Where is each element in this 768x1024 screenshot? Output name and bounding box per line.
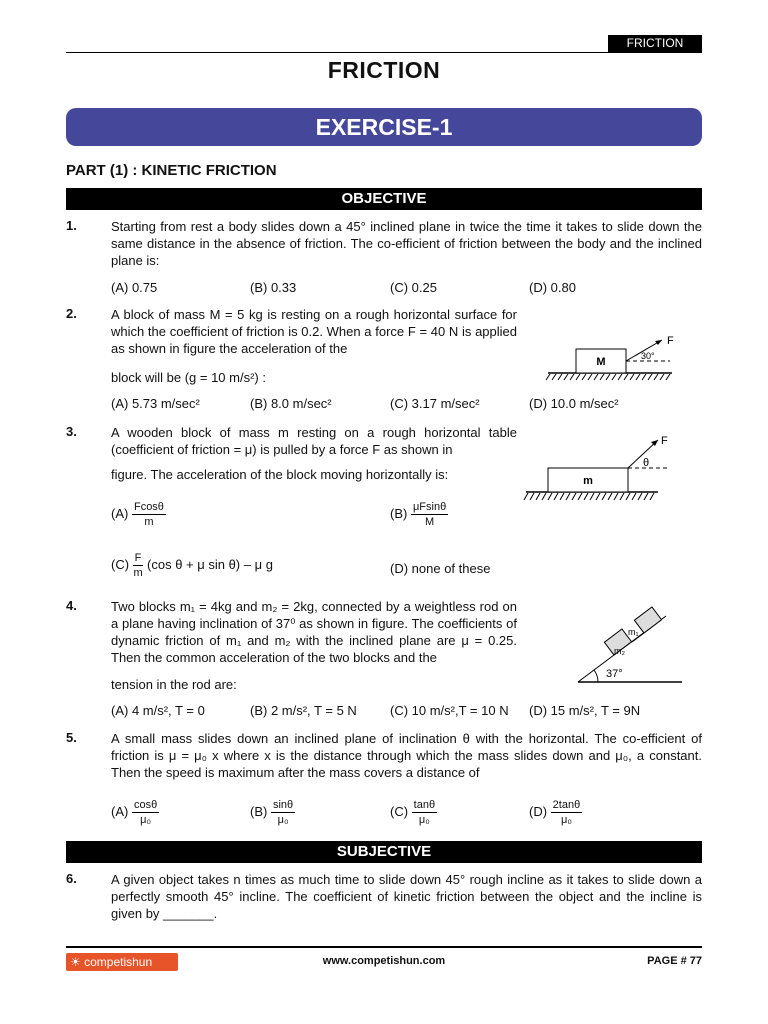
option-d: (D) 15 m/s², T = 9N bbox=[529, 703, 641, 718]
option-d: (D) 0.80 bbox=[529, 280, 576, 295]
fraction: $\frac{\sin\theta}{\text{μ₀}}$ bbox=[272, 799, 294, 826]
option-c: (C) 3.17 m/sec² bbox=[390, 396, 480, 411]
angle-label: θ bbox=[643, 457, 650, 469]
page-number: PAGE # 77 bbox=[647, 955, 702, 967]
block-label: m bbox=[583, 475, 593, 487]
option-a bbox=[111, 798, 159, 827]
option-d bbox=[529, 798, 582, 827]
option-d-label: (D) bbox=[529, 803, 548, 819]
question-text-cont: figure. The acceleration of the block moving horizontally is: bbox=[111, 467, 449, 482]
question-number: 4. bbox=[66, 598, 77, 613]
option-a-label: (A) bbox=[111, 803, 129, 819]
option-a: (A) 4 m/s², T = 0 bbox=[111, 703, 205, 718]
option-b: (B) 0.33 bbox=[250, 280, 297, 295]
option-c-label: (C) bbox=[111, 556, 130, 572]
question-text-cont: tension in the rod are: bbox=[111, 677, 237, 692]
mass1-label: m₁ bbox=[628, 627, 639, 637]
fraction: $\frac{\mu Fsin\theta}{M}$ bbox=[412, 501, 447, 528]
fraction: $\frac{Fcos\theta}{m}$ bbox=[133, 501, 164, 528]
part-heading: PART (1) : KINETIC FRICTION bbox=[66, 162, 277, 179]
option-b: (B) 8.0 m/sec² bbox=[250, 396, 332, 411]
question-number: 5. bbox=[66, 730, 77, 745]
question-number: 6. bbox=[66, 871, 77, 886]
question-text: Starting from rest a body slides down a 45° inclined plane in twice the time it takes to slide down the same distance in the absence of friction. The co-efficient of friction between the body and the inclined plane is: bbox=[111, 219, 702, 268]
force-label: F bbox=[661, 435, 668, 447]
page-title: FRICTION bbox=[327, 57, 441, 83]
option-b-label: (B) bbox=[250, 803, 268, 819]
block-label: M bbox=[596, 356, 606, 368]
mass2-label: m₂ bbox=[614, 646, 625, 656]
footer-website[interactable]: www.competishun.com bbox=[322, 955, 446, 967]
question-text: A block of mass M = 5 kg is resting on a rough horizontal surface for which the coefficient of friction is 0.2. When a force F = 40 N is applied as shown in figure the acceleration of the bbox=[111, 307, 517, 356]
block-angled-force-figure bbox=[518, 430, 673, 505]
option-b bbox=[390, 500, 448, 529]
angle-label: 30° bbox=[641, 351, 655, 361]
option-d: (D) none of these bbox=[390, 561, 491, 576]
option-a bbox=[111, 500, 166, 529]
fraction: $\frac{\cos\theta}{\text{μ₀}}$ bbox=[133, 799, 158, 826]
block-force-figure bbox=[540, 330, 680, 385]
question-text: A given object takes n times as much time to slide down 45° rough incline as it takes to slide down a perfectly smooth 45° incline. The coefficient of kinetic friction between the object and the incline is given by _______. bbox=[111, 872, 702, 921]
option-c-label: (C) bbox=[390, 803, 409, 819]
question-text: A wooden block of mass m resting on a rough horizontal table (coefficient of friction = μ) is pulled by a force F as shown in bbox=[111, 425, 517, 457]
force-label: F bbox=[667, 335, 674, 347]
fraction: $\frac{2\tan\theta}{\text{μ₀}}$ bbox=[552, 799, 581, 826]
question-number: 3. bbox=[66, 424, 77, 439]
option-d: (D) 10.0 m/sec² bbox=[529, 396, 619, 411]
logo-text: competishun bbox=[84, 955, 153, 969]
question-text: Two blocks m₁ = 4kg and m₂ = 2kg, connected by a weightless rod on a plane having inclination of 37⁰ as shown in figure. The coefficients of dynamic friction of m₁ and m₂ with the inclined plane are μ = 0.25. Then the common acceleration of the two blocks and the bbox=[111, 599, 517, 665]
option-c: (C) 10 m/s²,T = 10 N bbox=[390, 703, 509, 718]
option-a-label: (A) bbox=[111, 505, 129, 521]
question-number: 1. bbox=[66, 218, 77, 233]
header-rule bbox=[66, 52, 702, 53]
objective-heading: OBJECTIVE bbox=[66, 188, 702, 210]
option-a: (A) 5.73 m/sec² bbox=[111, 396, 200, 411]
footer-rule bbox=[66, 946, 702, 948]
fraction: $\frac{\tan\theta}{\text{μ₀}}$ bbox=[413, 799, 436, 826]
question-text: A small mass slides down an inclined plane of inclination θ with the horizontal. The co-efficient of friction is μ = μ₀ x where x is the distance through which the mass slides down and μ₀, a constant. Then the speed is maximum after the mass covers a distance of bbox=[111, 731, 702, 780]
logo-icon: ☀ bbox=[70, 955, 85, 969]
option-c: (C) 0.25 bbox=[390, 280, 437, 295]
option-c bbox=[390, 798, 437, 827]
option-c-expression: (cos θ + μ sin θ) – μ g bbox=[147, 556, 273, 572]
option-b bbox=[250, 798, 295, 827]
question-number: 2. bbox=[66, 306, 77, 321]
fraction: $\frac{F}{m}$ bbox=[133, 552, 143, 579]
chapter-tag: FRICTION bbox=[608, 35, 702, 52]
option-b-label: (B) bbox=[390, 505, 408, 521]
question-text-cont: block will be (g = 10 m/s²) : bbox=[111, 370, 266, 385]
option-b: (B) 2 m/s², T = 5 N bbox=[250, 703, 357, 718]
angle-label: 37° bbox=[606, 668, 623, 680]
exercise-banner: EXERCISE-1 bbox=[66, 108, 702, 146]
subjective-heading: SUBJECTIVE bbox=[66, 841, 702, 863]
option-c bbox=[111, 551, 273, 580]
option-a: (A) 0.75 bbox=[111, 280, 158, 295]
incline-blocks-figure bbox=[570, 606, 685, 686]
